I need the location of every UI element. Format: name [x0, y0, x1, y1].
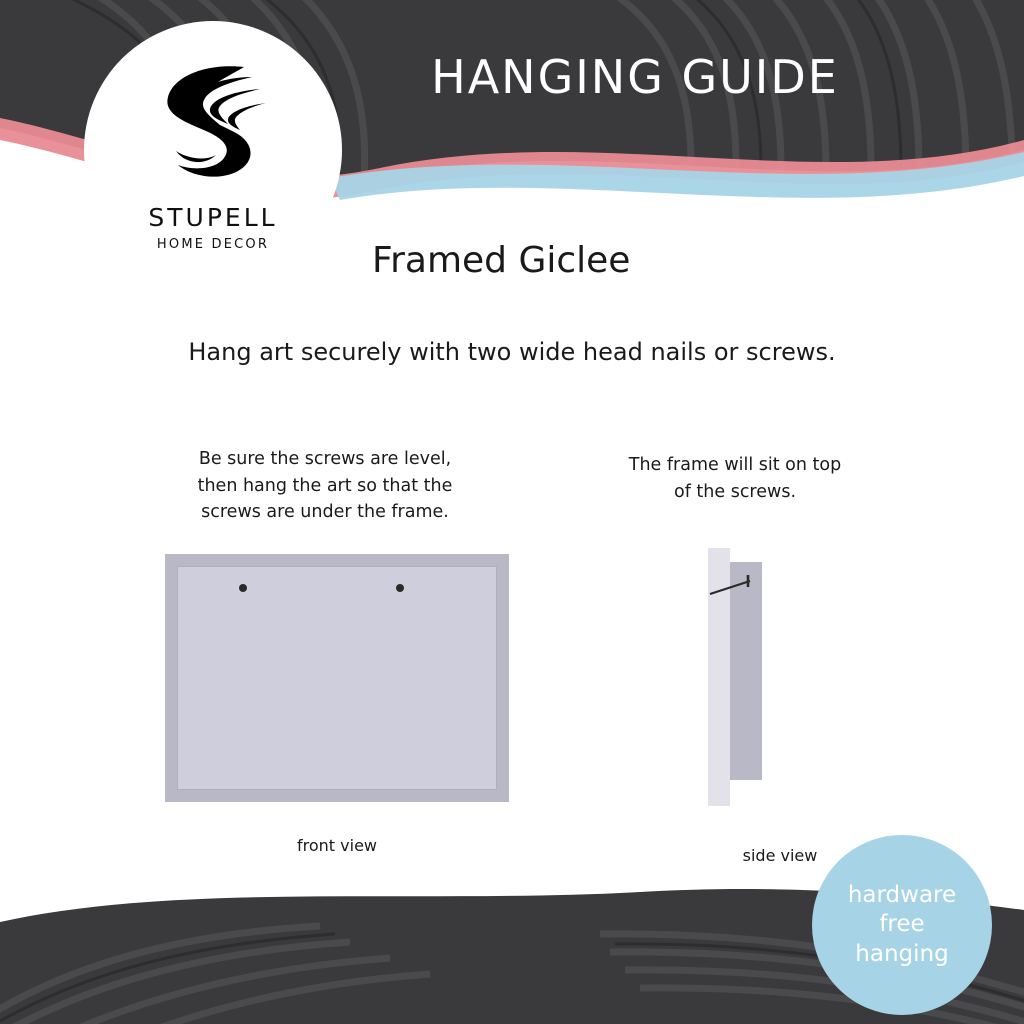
- screw-dot-left: [239, 584, 247, 592]
- nail-icon: [706, 572, 766, 602]
- front-view-caption-line: then hang the art so that the: [197, 475, 453, 496]
- side-view-caption: [600, 452, 870, 505]
- badge-line: free: [879, 911, 925, 938]
- hardware-free-badge-text: [848, 881, 956, 969]
- front-view-frame: [165, 554, 509, 802]
- logo-subtitle: HOME DECOR: [156, 237, 270, 252]
- page-title: HANGING GUIDE: [431, 50, 839, 104]
- front-view-caption-line: Be sure the screws are level,: [198, 449, 452, 469]
- front-view-label: front view: [297, 836, 377, 855]
- logo-name: STUPELL: [148, 203, 278, 232]
- logo-badge: [88, 25, 338, 275]
- front-view-caption: [165, 446, 485, 526]
- product-title: Framed Giclee: [372, 240, 631, 281]
- side-view-caption-line: of the screws.: [673, 481, 797, 502]
- front-view-caption-line: screws are under the frame.: [201, 502, 449, 523]
- side-view-caption-line: The frame will sit on top: [628, 455, 842, 475]
- stupell-swoosh-icon: [148, 61, 278, 186]
- badge-line: hanging: [855, 940, 949, 967]
- screw-dot-right: [396, 584, 404, 592]
- hardware-free-badge: [812, 835, 992, 1015]
- badge-line: hardware: [847, 881, 957, 908]
- front-view-frame-inner: [177, 566, 497, 790]
- side-view-label: side view: [742, 846, 818, 865]
- lead-instruction: Hang art securely with two wide head nails or screws.: [188, 338, 836, 366]
